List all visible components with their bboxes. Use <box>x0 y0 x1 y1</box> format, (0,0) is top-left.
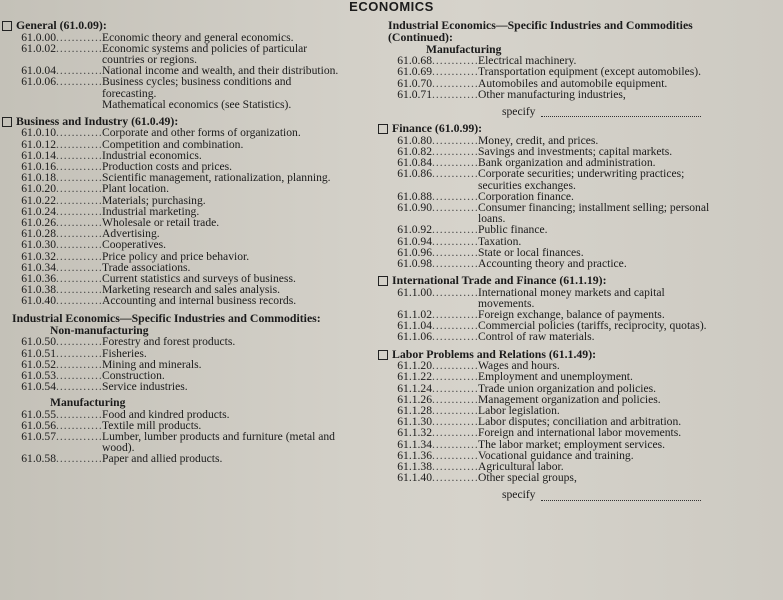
item-description: Industrial marketing. <box>102 204 200 218</box>
item-code: 61.0.26 <box>21 216 56 230</box>
item-code: 61.0.02 <box>21 41 56 55</box>
section-heading <box>2 113 347 128</box>
item-description: Trade union organization and policies. <box>478 381 657 395</box>
item-code: 61.0.90 <box>397 200 432 214</box>
item-code: 61.0.86 <box>397 167 432 181</box>
item-code: 61.0.98 <box>397 256 432 270</box>
category-section <box>2 310 347 466</box>
leader-dots <box>432 287 478 298</box>
item-description: Accounting and internal business records. <box>102 294 297 308</box>
item-code: 61.0.68 <box>397 54 432 68</box>
item-code: 61.0.94 <box>397 234 432 248</box>
leader-dots <box>432 416 478 427</box>
item-description: Construction. <box>102 368 165 382</box>
item-description: Corporate and other forms of organization. <box>102 126 301 140</box>
item-code: 61.0.00 <box>21 30 56 44</box>
list-item <box>378 287 723 309</box>
section-heading <box>378 275 723 287</box>
item-description: Automobiles and automobile equipment. <box>478 76 668 90</box>
item-code: 61.1.04 <box>397 319 432 333</box>
item-description: International money markets and capital movements. <box>478 285 665 310</box>
item-code: 61.0.34 <box>21 260 56 274</box>
item-description: Consumer financing; installment selling; personal loans. <box>478 200 710 226</box>
item-description: Commercial policies (tariffs, reciprocity, quotas). <box>478 319 707 333</box>
item-description: Wages and hours. <box>478 359 560 373</box>
leader-dots <box>432 191 478 202</box>
item-code: 61.0.18 <box>21 171 56 185</box>
left-column <box>2 20 347 471</box>
item-code: 61.0.38 <box>21 283 56 297</box>
leader-dots <box>432 383 478 394</box>
item-description: Corporation finance. <box>478 189 574 203</box>
item-description: Corporate securities; underwriting practices; securities exchanges. <box>478 167 685 192</box>
item-description: Textile mill products. <box>102 418 202 432</box>
item-code: 61.1.38 <box>397 460 432 473</box>
page-title: ECONOMICS <box>349 0 434 14</box>
item-description: Food and kindred products. <box>102 407 230 421</box>
leader-dots <box>432 247 478 258</box>
item-code: 61.0.70 <box>397 76 432 90</box>
item-code: 61.0.12 <box>21 137 56 151</box>
item-code: 61.0.80 <box>397 133 432 147</box>
leader-dots <box>56 65 102 76</box>
leader-dots <box>432 146 478 157</box>
item-code: 61.1.26 <box>397 392 432 406</box>
item-description: Control of raw materials. <box>478 330 595 344</box>
item-code: 61.0.16 <box>21 160 56 174</box>
leader-dots <box>56 251 102 262</box>
item-description: National income and wealth, and their distribution. <box>102 64 339 78</box>
leader-dots <box>432 472 478 483</box>
section-heading-text: Industrial Economics—Specific Industries and Commodities: <box>12 310 321 325</box>
item-description: Lumber, lumber products and furniture (metal and wood). <box>102 430 335 455</box>
checkbox[interactable] <box>378 276 388 286</box>
item-description: Competition and combination. <box>102 137 244 151</box>
item-description: Bank organization and administration. <box>478 156 656 170</box>
list-item <box>2 76 347 98</box>
item-description: Money, credit, and prices. <box>478 133 599 147</box>
section-heading <box>378 123 723 135</box>
section-heading-text: Labor Problems and Relations (61.1.49): <box>392 346 597 361</box>
leader-dots <box>56 295 102 306</box>
category-section <box>2 20 347 110</box>
item-description: Electrical machinery. <box>478 54 577 68</box>
item-code: 61.0.88 <box>397 189 432 203</box>
section-heading <box>378 346 723 361</box>
item-code: 61.1.36 <box>397 448 432 462</box>
item-code: 61.0.04 <box>21 64 56 78</box>
leader-dots <box>432 309 478 320</box>
list-item <box>2 99 347 110</box>
item-code: 61.0.56 <box>21 418 56 432</box>
item-description: Service industries. <box>102 380 188 394</box>
item-code: 61.0.06 <box>21 75 56 89</box>
item-description: Economic theory and general economics. <box>102 30 294 44</box>
item-code: 61.0.14 <box>21 148 56 162</box>
item-code: 61.0.69 <box>397 65 432 79</box>
list-item <box>2 431 347 453</box>
item-code: 61.0.58 <box>21 452 56 466</box>
item-code: 61.0.36 <box>21 272 56 286</box>
leader-dots <box>432 360 478 371</box>
item-description: Mathematical economics (see Statistics). <box>102 97 292 111</box>
item-code: 61.0.51 <box>21 346 56 360</box>
item-code: 61.0.53 <box>21 368 56 382</box>
leader-dots <box>56 262 102 273</box>
leader-dots <box>56 381 102 392</box>
category-section <box>378 123 723 269</box>
item-code: 61.0.28 <box>21 227 56 241</box>
item-code: 61.1.02 <box>397 308 432 322</box>
leader-dots <box>56 370 102 381</box>
list-item <box>2 183 347 194</box>
item-code: 61.1.24 <box>397 381 432 395</box>
item-code: 61.0.82 <box>397 144 432 158</box>
list-item <box>2 336 347 347</box>
list-item <box>378 66 723 77</box>
item-code: 61.0.52 <box>21 357 56 371</box>
checkbox[interactable] <box>378 124 388 134</box>
section-heading <box>2 20 347 32</box>
leader-dots <box>432 202 478 213</box>
leader-dots <box>56 239 102 250</box>
item-code: 61.0.50 <box>21 335 56 349</box>
list-item <box>378 202 723 224</box>
section-heading-text: International Trade and Finance (61.1.19): <box>392 273 607 288</box>
specify-input-line[interactable] <box>541 500 701 501</box>
item-description: Business cycles; business conditions and forecasting. <box>102 75 292 100</box>
leader-dots <box>432 439 478 450</box>
leader-dots <box>56 127 102 138</box>
item-description: State or local finances. <box>478 245 584 259</box>
leader-dots <box>56 217 102 228</box>
leader-dots <box>56 76 102 87</box>
leader-dots <box>432 405 478 416</box>
leader-dots <box>56 161 102 172</box>
section-heading <box>378 20 723 43</box>
item-description: Advertising. <box>102 227 160 241</box>
item-description: Vocational guidance and training. <box>478 448 634 462</box>
item-code: 61.0.40 <box>21 294 56 308</box>
item-code: 61.0.20 <box>21 182 56 196</box>
item-description: Other manufacturing industries, <box>478 87 626 101</box>
leader-dots <box>56 284 102 295</box>
list-item <box>378 331 723 342</box>
list-item <box>378 224 723 235</box>
list-item <box>378 472 723 483</box>
item-code: 61.1.34 <box>397 437 432 451</box>
list-item <box>2 381 347 392</box>
leader-dots <box>432 236 478 247</box>
item-code: 61.0.84 <box>397 156 432 170</box>
section-heading-text: Business and Industry (61.0.49): <box>16 113 179 128</box>
leader-dots <box>432 78 478 89</box>
leader-dots <box>56 453 102 464</box>
item-code: 61.0.32 <box>21 249 56 263</box>
item-description: Economic systems and policies of particular countries or regions. <box>102 41 308 66</box>
leader-dots <box>432 168 478 179</box>
item-description: Labor disputes; conciliation and arbitration. <box>478 415 682 429</box>
list-item <box>2 127 347 138</box>
section-heading-text: Industrial Economics—Specific Industries and Commodities (Continued): <box>388 18 693 44</box>
leader-dots <box>432 427 478 438</box>
item-code: 61.1.28 <box>397 403 432 417</box>
list-item <box>2 453 347 464</box>
leader-dots <box>432 320 478 331</box>
leader-dots <box>56 431 102 442</box>
item-description: Other special groups, <box>478 471 577 485</box>
list-item <box>378 168 723 190</box>
item-description: Taxation. <box>478 234 522 248</box>
item-code: 61.0.54 <box>21 380 56 394</box>
item-code: 61.0.10 <box>21 126 56 140</box>
item-code: 61.0.57 <box>21 430 56 443</box>
subgroup-heading: Manufacturing <box>50 396 126 410</box>
category-section <box>378 20 723 117</box>
specify-field <box>378 106 723 117</box>
item-code: 61.1.32 <box>397 426 432 440</box>
specify-input-line[interactable] <box>541 116 701 117</box>
item-description: Paper and allied products. <box>102 452 223 466</box>
item-description: The labor market; employment services. <box>478 437 666 451</box>
leader-dots <box>432 394 478 405</box>
item-description: Agricultural labor. <box>478 460 564 473</box>
item-description: Accounting theory and practice. <box>478 256 627 270</box>
item-description: Labor legislation. <box>478 403 560 417</box>
leader-dots <box>432 331 478 342</box>
list-item <box>2 295 347 306</box>
checkbox[interactable] <box>2 21 12 31</box>
item-code: 61.0.96 <box>397 245 432 259</box>
list-item <box>378 371 723 382</box>
item-description: Plant location. <box>102 182 169 196</box>
leader-dots <box>432 55 478 66</box>
item-code: 61.1.06 <box>397 330 432 344</box>
item-description: Trade associations. <box>102 260 191 274</box>
leader-dots <box>56 206 102 217</box>
subgroup-heading: Non-manufacturing <box>50 324 149 338</box>
leader-dots <box>56 183 102 194</box>
item-description: Scientific management, rationalization, planning. <box>102 171 331 185</box>
list-item <box>378 427 723 438</box>
leader-dots <box>432 371 478 382</box>
leader-dots <box>56 228 102 239</box>
list-item <box>378 258 723 269</box>
item-code: 61.1.00 <box>397 285 432 299</box>
item-description: Transportation equipment (except automobiles). <box>478 65 702 79</box>
leader-dots <box>56 139 102 150</box>
item-code: 61.1.22 <box>397 370 432 384</box>
item-code: 61.0.92 <box>397 223 432 237</box>
item-description: Wholesale or retail trade. <box>102 216 220 230</box>
leader-dots <box>432 135 478 146</box>
item-description: Fisheries. <box>102 346 147 360</box>
specify-label: specify <box>502 105 536 119</box>
item-description: Public finance. <box>478 223 548 237</box>
item-description: Forestry and forest products. <box>102 335 236 349</box>
category-section <box>378 275 723 343</box>
item-description: Employment and unemployment. <box>478 370 633 384</box>
item-code: 61.0.24 <box>21 204 56 218</box>
item-code: 61.1.40 <box>397 471 432 485</box>
item-description: Foreign exchange, balance of payments. <box>478 308 665 322</box>
item-description: Industrial economics. <box>102 148 202 162</box>
item-description: Production costs and prices. <box>102 160 233 174</box>
section-heading-text: Finance (61.0.99): <box>392 121 483 136</box>
right-column <box>378 20 723 507</box>
item-description: Mining and minerals. <box>102 357 202 371</box>
item-description: Cooperatives. <box>102 238 167 252</box>
leader-dots <box>56 172 102 183</box>
leader-dots <box>432 157 478 168</box>
leader-dots <box>56 409 102 420</box>
item-description: Price policy and price behavior. <box>102 249 250 263</box>
item-code: 61.1.20 <box>397 359 432 373</box>
leader-dots <box>56 150 102 161</box>
category-section <box>378 346 723 502</box>
item-code: 61.0.30 <box>21 238 56 252</box>
item-code: 61.1.30 <box>397 415 432 429</box>
item-code: 61.0.55 <box>21 407 56 421</box>
checkbox[interactable] <box>2 117 12 127</box>
section-heading <box>2 310 347 325</box>
item-description: Management organization and policies. <box>478 392 661 406</box>
leader-dots <box>432 224 478 235</box>
leader-dots <box>56 273 102 284</box>
leader-dots <box>56 420 102 431</box>
list-item <box>378 89 723 100</box>
category-section <box>2 113 347 308</box>
leader-dots <box>432 66 478 77</box>
item-code: 61.0.22 <box>21 193 56 207</box>
section-heading-text: General (61.0.09): <box>16 18 107 32</box>
subgroup-heading: Manufacturing <box>426 43 502 56</box>
leader-dots <box>56 195 102 206</box>
leader-dots <box>432 89 478 100</box>
leader-dots <box>432 258 478 269</box>
item-code: 61.0.71 <box>397 87 432 101</box>
leader-dots <box>432 461 478 472</box>
leader-dots <box>56 336 102 347</box>
item-description: Foreign and international labor movements. <box>478 426 682 440</box>
leader-dots <box>56 43 102 54</box>
leader-dots <box>56 359 102 370</box>
leader-dots <box>56 32 102 43</box>
leader-dots <box>56 348 102 359</box>
list-item <box>2 43 347 65</box>
specify-field <box>378 489 723 500</box>
item-description: Materials; purchasing. <box>102 193 206 207</box>
checkbox[interactable] <box>378 350 388 360</box>
item-description: Current statistics and surveys of business. <box>102 272 296 286</box>
leader-dots <box>432 450 478 461</box>
item-description: Savings and investments; capital markets. <box>478 144 673 158</box>
specify-label: specify <box>502 488 536 502</box>
item-description: Marketing research and sales analysis. <box>102 283 281 297</box>
list-item <box>2 239 347 250</box>
